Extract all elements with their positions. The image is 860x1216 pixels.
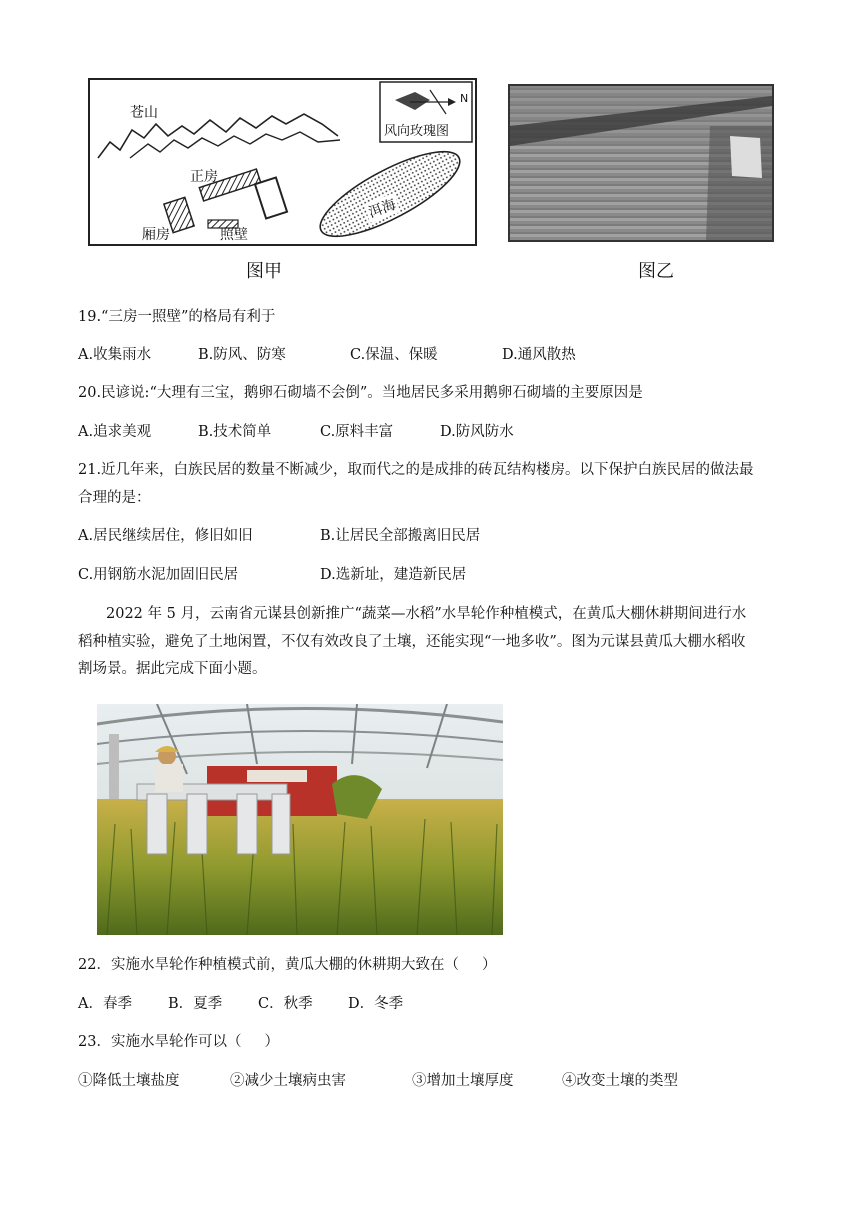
q19-option-a: A.收集雨水: [78, 347, 152, 363]
figure-yi-photo: [508, 84, 774, 242]
q20-option-c: C.原料丰富: [320, 424, 394, 440]
q22-option-a: A．春季: [78, 996, 132, 1012]
q21-option-b: B.让居民全部搬离旧民居: [320, 528, 481, 544]
q19-option-b: B.防风、防寒: [198, 347, 286, 363]
q23-option-3: ③增加土壤厚度: [412, 1073, 514, 1089]
q20-option-b: B.技术简单: [198, 424, 272, 440]
erhai-lake: [310, 136, 470, 244]
figure-jia-caption: 图甲: [246, 261, 282, 282]
q20-option-d: D.防风防水: [440, 424, 514, 440]
label-wind-rose: 风向玫瑰图: [384, 124, 450, 139]
q22-option-c: C．秋季: [258, 996, 313, 1012]
q22-stem: 22．实施水旱轮作种植模式前，黄瓜大棚的休耕期大致在（ ）: [78, 957, 497, 973]
q23-stem: 23．实施水旱轮作可以（ ）: [78, 1034, 279, 1050]
q21-option-d: D.选新址，建造新民居: [320, 567, 467, 583]
label-zhaobi: 照壁: [220, 227, 248, 243]
q23-option-1: ①降低土壤盐度: [78, 1073, 180, 1089]
q21-option-c: C.用钢筋水泥加固旧民居: [78, 567, 239, 583]
q21-stem-line2: 合理的是：: [78, 490, 151, 506]
label-zhengfang: 正房: [190, 169, 218, 185]
label-erhai: 洱海: [364, 193, 401, 223]
label-north: N: [460, 92, 469, 105]
q22-option-d: D．冬季: [348, 996, 404, 1012]
q21-option-a: A.居民继续居住，修旧如旧: [78, 528, 253, 544]
passage-line1: 2022 年 5 月，云南省元谋县创新推广“蔬菜—水稻”水旱轮作种植模式，在黄瓜大棚休耕期间进行水: [106, 606, 747, 622]
passage-line3: 割场景。据此完成下面小题。: [78, 661, 267, 677]
label-xiangfang: 厢房: [142, 227, 170, 243]
q20-stem: 20.民谚说:“大理有三宝，鹅卵石砌墙不会倒”。当地居民多采用鹅卵石砌墙的主要原因是: [78, 385, 643, 401]
figure-yi-caption: 图乙: [638, 261, 674, 282]
q19-option-c: C.保温、保暖: [350, 347, 438, 363]
q20-option-a: A.追求美观: [78, 424, 152, 440]
q23-option-4: ④改变土壤的类型: [562, 1073, 678, 1089]
mountain-line-inner: [130, 132, 340, 158]
passage-line2: 稻种植实验，避免了土地闲置，不仅有效改良了土壤，还能实现“一地多收”。图为元谋县黄瓜大棚水稻收: [78, 634, 746, 650]
figure-yi-drawing: [510, 86, 772, 240]
q23-option-2: ②减少土壤病虫害: [230, 1073, 346, 1089]
rice-harvest-photo: [97, 704, 503, 935]
q19-stem: 19.“三房一照壁”的格局有利于: [78, 309, 276, 325]
figure-jia: [88, 78, 477, 246]
q21-stem-line1: 21.近几年来，白族民居的数量不断减少，取而代之的是成排的砖瓦结构楼房。以下保护白族民居的做法最: [78, 462, 754, 478]
rice-harvest-drawing: [97, 704, 503, 935]
q22-option-b: B．夏季: [168, 996, 223, 1012]
q19-option-d: D.通风散热: [502, 347, 576, 363]
label-cangshan: 苍山: [130, 105, 158, 121]
